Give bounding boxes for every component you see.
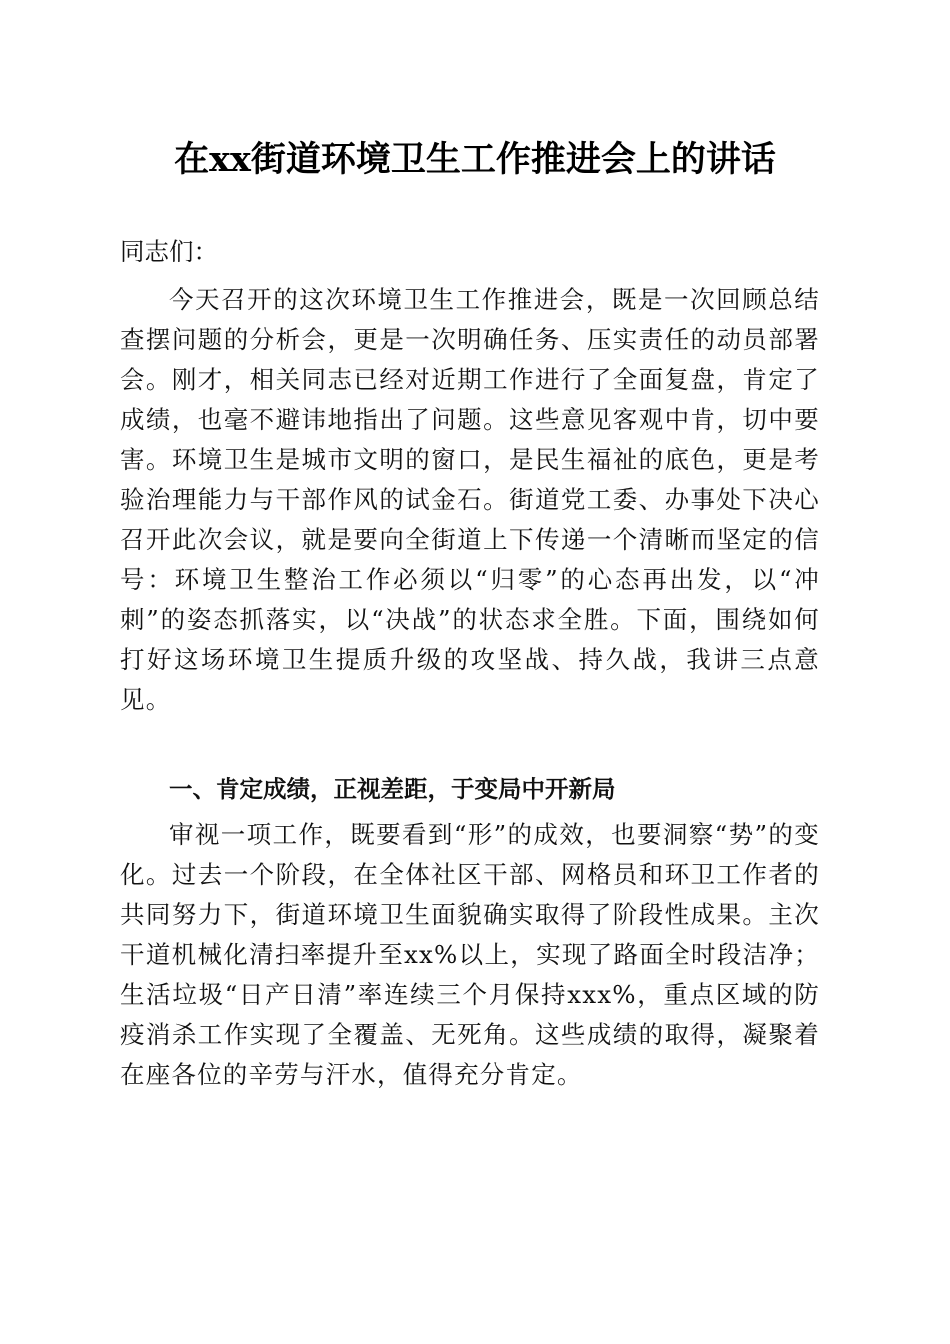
opening-paragraph: 今天召开的这次环境卫生工作推进会，既是一次回顾总结查摆问题的分析会，更是一次明确任务、压实责任的动员部署会。刚才，相关同志已经对近期工作进行了全面复盘，肯定了成绩，也毫不避讳地指出了问题。这些意见客观中肯，切中要害。环境卫生是城市文明的窗口，是民生福祉的底色，更是考验治理能力与干部作风的试金石。街道党工委、办事处下决心召开此次会议，就是要向全街道上下传递一个清晰而坚定的信号：环境卫生整治工作必须以“归零”的心态再出发，以“冲刺”的姿态抓落实，以“决战”的状态求全胜。下面，围绕如何打好这场环境卫生提质升级的攻坚战、持久战，我讲三点意见。 xyxy=(120,285,820,714)
section-paragraph: 审视一项工作，既要看到“形”的成效，也要洞察“势”的变化。过去一个阶段，在全体社区干部、网格员和环卫工作者的共同努力下，街道环境卫生面貌确实取得了阶段性成果。主次干道机械化清扫率提升至xx%以上，实现了路面全时段洁净；生活垃圾“日产日清”率连续三个月保持xxx%，重点区域的防疫消杀工作实现了全覆盖、无死角。这些成绩的取得，凝聚着在座各位的辛劳与汗水，值得充分肯定。 xyxy=(120,820,820,1089)
salutation: 同志们： xyxy=(120,237,218,266)
section-heading: 一、肯定成绩，正视差距，于变局中开新局 xyxy=(169,775,616,803)
document-title: 在xx街道环境卫生工作推进会上的讲话 xyxy=(174,139,776,180)
